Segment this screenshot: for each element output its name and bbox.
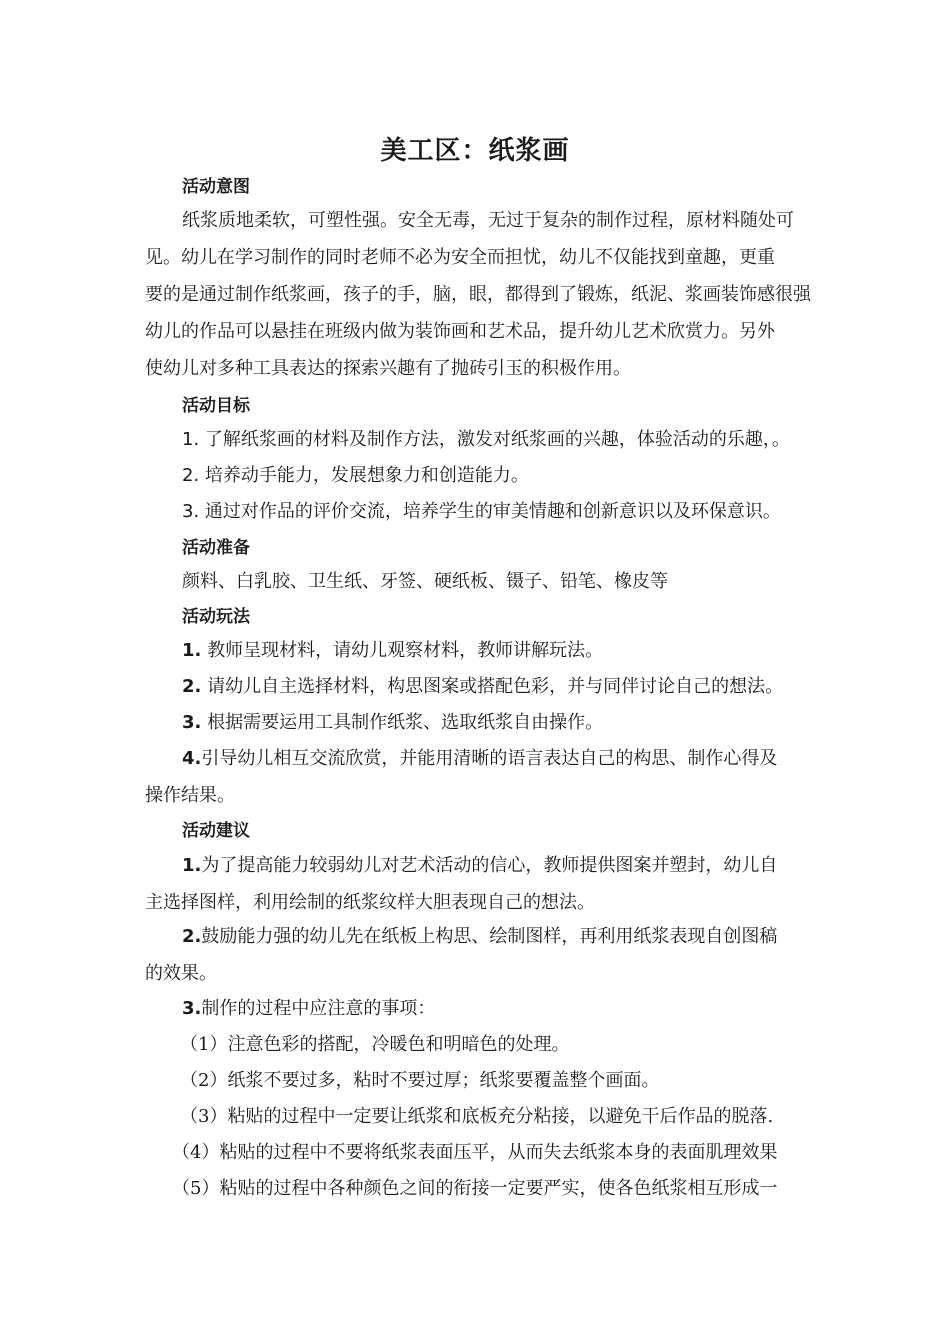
goal-item: [182, 501, 815, 523]
section-heading-advice: 活动建议: [182, 821, 250, 841]
play-step: [182, 640, 815, 662]
advice-text: 为了提高能力较弱幼儿对艺术活动的信心，教师提供图案并塑封，幼儿自: [201, 855, 778, 876]
advice-text: 制作的过程中应注意的事项：: [201, 998, 436, 1019]
advice-item: [182, 855, 815, 877]
advice-number: 1.: [182, 855, 202, 876]
section-heading-play: 活动玩法: [182, 607, 250, 627]
play-step-text: 请幼儿自主选择材料，构思图案或搭配色彩，并与同伴讨论自己的想法。: [201, 676, 784, 697]
goal-text: 了解纸浆画的材料及制作方法，激发对纸浆画的兴趣，体验活动的乐趣，。: [199, 429, 790, 450]
play-step: [182, 676, 815, 698]
prep-materials-text: 颜料、白乳胶、卫生纸、牙签、硬纸板、镊子、铅笔、橡皮等: [182, 571, 668, 592]
goal-text: 培养动手能力，发展想象力和创造能力。: [199, 465, 529, 486]
goal-text: 通过对作品的评价交流，培养学生的审美情趣和创新意识以及环保意识。: [199, 501, 781, 522]
advice-number: 2.: [182, 926, 202, 947]
advice-continuation: 主选择图样，利用绘制的纸浆纹样大胆表现自己的想法。: [145, 892, 595, 913]
play-step: [182, 712, 815, 734]
advice-note: （3）粘贴的过程中一定要让纸浆和底板充分粘接，以避免干后作品的脱落.: [180, 1106, 774, 1127]
play-step: [182, 748, 815, 770]
goal-number: 1.: [182, 429, 200, 450]
page-title: 美工区：纸浆画: [380, 136, 570, 166]
advice-item: [182, 998, 815, 1020]
intent-paragraph-line: 使幼儿对多种工具表达的探索兴趣有了抛砖引玉的积极作用。: [145, 358, 631, 379]
play-step-number: 3.: [182, 712, 202, 733]
play-step-text: 教师呈现材料，请幼儿观察材料，教师讲解玩法。: [201, 640, 604, 661]
advice-note: （5）粘贴的过程中各种颜色之间的衔接一定要严实，使各色纸浆相互形成一: [172, 1178, 778, 1199]
advice-note: （4）粘贴的过程中不要将纸浆表面压平，从而失去纸浆本身的表面肌理效果: [172, 1142, 778, 1163]
play-step-continuation: 操作结果。: [145, 785, 235, 806]
goal-item: [182, 465, 815, 487]
section-heading-goals: 活动目标: [182, 396, 250, 416]
play-step-number: 2.: [182, 676, 202, 697]
play-step-number: 4.: [182, 748, 202, 769]
advice-note: （1）注意色彩的搭配，冷暖色和明暗色的处理。: [180, 1034, 570, 1055]
advice-number: 3.: [182, 998, 202, 1019]
goal-number: 2.: [182, 465, 200, 486]
goal-item: [182, 429, 815, 451]
intent-paragraph-line: 幼儿的作品可以悬挂在班级内做为装饰画和艺术品，提升幼儿艺术欣赏力。另外: [145, 321, 775, 342]
goal-number: 3.: [182, 501, 200, 522]
advice-note: （2）纸浆不要过多，粘时不要过厚；纸浆要覆盖整个画面。: [180, 1070, 660, 1091]
intent-paragraph-line: 纸浆质地柔软，可塑性强。安全无毒，无过于复杂的制作过程，原材料随处可: [182, 210, 794, 231]
intent-paragraph-line: 要的是通过制作纸浆画，孩子的手，脑，眼，都得到了锻炼，纸泥、浆画装饰感很强: [145, 284, 811, 305]
section-heading-intent: 活动意图: [182, 177, 250, 197]
play-step-number: 1.: [182, 640, 202, 661]
advice-continuation: 的效果。: [145, 963, 217, 984]
play-step-text: 根据需要运用工具制作纸浆、选取纸浆自由操作。: [201, 712, 604, 733]
section-heading-prep: 活动准备: [182, 538, 250, 558]
advice-item: [182, 926, 815, 948]
advice-text: 鼓励能力强的幼儿先在纸板上构思、绘制图样，再利用纸浆表现自创图稿: [201, 926, 778, 947]
play-step-text: 引导幼儿相互交流欣赏，并能用清晰的语言表达自己的构思、制作心得及: [201, 748, 778, 769]
intent-paragraph-line: 见。幼儿在学习制作的同时老师不必为安全而担忧，幼儿不仅能找到童趣，更重: [145, 247, 775, 268]
